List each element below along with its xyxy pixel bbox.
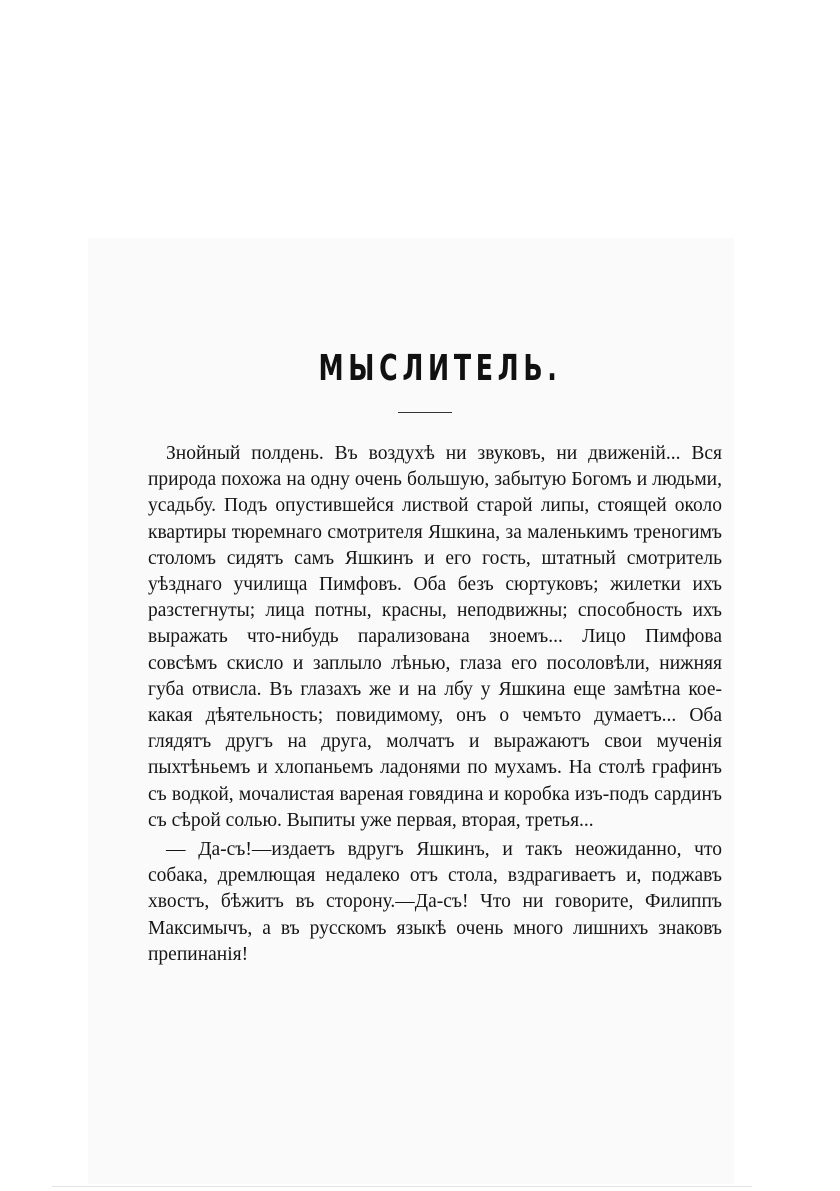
title-divider [398, 412, 452, 413]
paragraph-2: — Да-съ!—издаетъ вдругъ Яшкинъ, и такъ неожиданно, что собака, дремлющая недалеко отъ стола, вздрагиваетъ и, поджавъ хвостъ, бѣжитъ въ сторону.—Да-съ! Что ни говорите, Филиппъ Максимычъ, а въ русскомъ языкѣ очень много лишнихъ знаковъ препинанiя! [148, 839, 722, 965]
chapter-title: МЫСЛИТЕЛЬ. [318, 348, 562, 389]
paragraph-1: Знойный полдень. Въ воздухѣ ни звуковъ, ни движенiй... Вся природа похожа на одну очень большую, забытую Богомъ и людьми, усадьбу. Подъ опустившейся листвой старой липы, стоящей около квартиры тюремнаго смотрителя Яшкина, за маленькимъ треногимъ столомъ сидятъ самъ Яшкинъ и его гость, штатный смотритель уѣзднаго училища Пимфовъ. Оба безъ сюртуковъ; жилетки ихъ разстегнуты; лица потны, красны, неподвижны; способность ихъ выражать что-нибудь парализована зноемъ... Лицо Пимфова совсѣмъ скисло и заплыло лѣнью, глаза его посоловѣли, нижняя губа отвисла. Въ глазахъ же и на лбу у Яшкина еще замѣтна кое-какая дѣятельность; повидимому, онъ о чемъто думаетъ... Оба глядятъ другъ на друга, молчатъ и выражаютъ свои мученiя пыхтѣньемъ и хлопаньемъ ладонями по мухамъ. На столѣ графинъ съ водкой, мочалистая вареная говядина и коробка изъ-подъ сардинъ съ сѣрой солью. Выпиты уже первая, вторая, третья... [148, 443, 722, 831]
story-text [148, 441, 722, 968]
scan-edge-line [52, 1186, 752, 1187]
